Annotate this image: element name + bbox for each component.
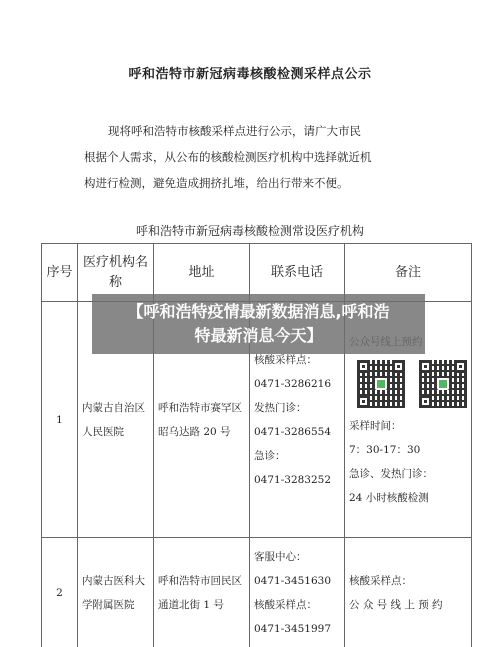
- header-cell: 序号: [42, 244, 78, 302]
- row-number: 2: [42, 538, 78, 647]
- table-header-row: [42, 244, 472, 302]
- notice-body: [84, 118, 444, 196]
- institution-name: 内蒙古医科大学附属医院: [78, 538, 154, 647]
- notes-cell: [345, 538, 472, 647]
- institution-address: 呼和浩特市回民区通道北街 1 号: [154, 538, 250, 647]
- headline-banner[interactable]: [92, 294, 425, 354]
- phone-line: 0471-3451630: [254, 574, 332, 587]
- phone-line: 0471-3283252: [254, 473, 332, 486]
- banner-line: 【呼和浩特疫情最新数据消息,呼和浩: [127, 302, 390, 321]
- note-line: 公 众 号 线 上 预 约: [349, 598, 443, 611]
- note-line: 采样时间：: [349, 419, 402, 432]
- phone-line: 客服中心：: [254, 550, 307, 563]
- table-title: 呼和浩特市新冠病毒核酸检测常设医疗机构: [135, 224, 364, 238]
- notice-line: 现将呼和浩特市核酸采样点进行公示，请广大市民: [108, 124, 361, 138]
- qr-codes: [357, 360, 467, 408]
- note-line: 急诊、发热门诊：: [349, 467, 433, 480]
- phone-line: 核酸采样点：: [254, 598, 317, 611]
- phone-line: 0471-3286554: [254, 425, 332, 438]
- note-line: 24 小时核酸检测: [349, 491, 429, 504]
- qr-code-icon[interactable]: [419, 360, 467, 408]
- phone-line: 0471-3286216: [254, 377, 332, 390]
- header-cell: 地址: [154, 244, 250, 302]
- notice-line: 构进行检测，避免造成拥挤扎堆，给出行带来不便。: [84, 176, 349, 190]
- phone-line: 核酸采样点：: [254, 353, 317, 366]
- institution-name: 内蒙古自治区人民医院: [78, 302, 154, 538]
- notice-line: 根据个人需求，从公布的核酸检测医疗机构中选择就近机: [84, 150, 372, 164]
- header-cell: 备注: [345, 244, 472, 302]
- banner-line: 特最新消息今天】: [194, 326, 323, 345]
- institution-address: 呼和浩特市赛罕区昭乌达路 20 号: [154, 302, 250, 538]
- header-cell: 联系电话: [250, 244, 345, 302]
- phone-line: 发热门诊：: [254, 401, 307, 414]
- phone-line: 急诊：: [254, 449, 286, 462]
- phone-line: 0471-3451997: [254, 622, 332, 635]
- qr-code-icon[interactable]: [357, 360, 405, 408]
- header-cell: 医疗机构名称: [78, 244, 154, 302]
- note-line: 核酸采样点：: [349, 574, 412, 587]
- page-title: 呼和浩特市新冠病毒核酸检测采样点公示: [128, 67, 372, 82]
- table-row: [42, 538, 472, 647]
- note-line: 7：30-17：30: [349, 443, 421, 456]
- row-number: 1: [42, 302, 78, 538]
- phone-cell: [250, 538, 345, 647]
